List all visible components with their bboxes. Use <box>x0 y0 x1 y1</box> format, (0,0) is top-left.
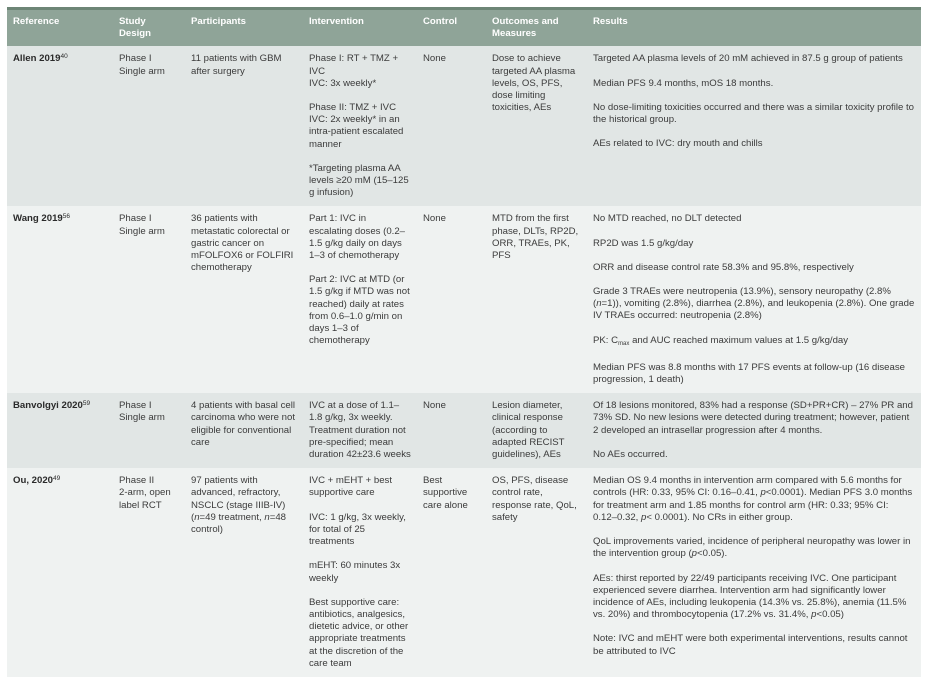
cell-reference <box>7 393 113 468</box>
header-study-design: Study Design <box>119 16 151 40</box>
results-paragraph: Median PFS was 8.8 months with 17 PFS events at follow-up (16 disease progression, 1 death) <box>593 361 905 386</box>
results-paragraph: Median PFS 9.4 months, mOS 18 months. <box>593 77 774 89</box>
intervention-paragraph: mEHT: 60 minutes 3x weekly <box>309 560 401 584</box>
study-design-line: Single arm <box>119 65 165 77</box>
cell-outcomes: Dose to achieve targeted AA plasma levels, OS, PFS, dose limiting toxicities, AEs <box>492 53 576 114</box>
cell-study-design <box>113 468 185 677</box>
cell-intervention <box>303 206 417 393</box>
intervention-paragraph: IVC + mEHT + best supportive care <box>309 475 392 499</box>
reference-text: Ou, 2020 <box>13 475 53 487</box>
intervention-paragraph: Best supportive care: antibiotics, analgesics, dietetic advice, or other appropriate treatments at the discretion of the care team <box>309 596 409 669</box>
study-table <box>7 7 921 677</box>
table-row <box>7 46 921 206</box>
results-paragraph: AEs related to IVC: dry mouth and chills <box>593 138 763 150</box>
reference-citation: 40 <box>60 53 68 61</box>
intervention-paragraph: IVC: 1 g/kg, 3x weekly, for total of 25 treatments <box>309 511 406 548</box>
study-design-line: Single arm <box>119 412 165 424</box>
results-paragraph: PK: $C_{max}$ and AUC reached maximum values at 1.5 g/kg/day <box>593 334 849 347</box>
header-intervention: Intervention <box>309 16 364 27</box>
cell-intervention <box>303 468 417 677</box>
intervention-paragraph: Phase I: RT + TMZ + IVC IVC: 3x weekly* <box>309 53 399 89</box>
cell-reference <box>7 468 113 677</box>
results-paragraph: Median OS 9.4 months in intervention arm compared with 5.6 months for controls (HR: 0.33, 95% CI: 0.16–0.41, p<0.0001). Median PFS 3.0 months for treatment arm and 1.85 months for control arm (HR: 0.33; 95% CI: 0.12–0.32, p< 0.0001). No CRs in either group. <box>593 475 913 523</box>
subscript-max: max <box>618 340 630 347</box>
cell-control: None <box>423 53 446 65</box>
intervention-paragraph: Part 2: IVC at MTD (or 1.5 g/kg if MTD was not reached) daily at rates from 0.6–1.0 g/min on days 1–3 of chemotherapy <box>309 274 410 347</box>
study-design-line: Phase I <box>119 400 152 412</box>
header-participants: Participants <box>191 16 246 27</box>
results-paragraph: No MTD reached, no DLT detected <box>593 213 742 225</box>
cell-outcomes: Lesion diameter, clinical response (according to adapted RECIST guidelines), AEs <box>492 400 565 461</box>
table-row <box>7 393 921 468</box>
cell-participants: 97 patients with advanced, refractory, NSCLC (stage IIIB-IV) (n=49 treatment, n=48 control) <box>191 475 286 536</box>
intervention-paragraph: IVC at a dose of 1.1–1.8 g/kg, 3x weekly. Treatment duration not pre-specified; mean duration 42±23.6 weeks <box>309 400 411 461</box>
cell-control: None <box>423 213 446 225</box>
results-paragraph: Of 18 lesions monitored, 83% had a response (SD+PR+CR) – 27% PR and 73% SD. No new lesions were detected during treatment; however, patient 2 developed an intrasellar progression after 4 months. <box>593 400 913 436</box>
reference-text: Allen 2019 <box>13 53 61 65</box>
reference-citation: 56 <box>62 213 70 221</box>
study-design-line: Phase II <box>119 475 155 487</box>
cell-study-design <box>113 206 185 393</box>
table-row <box>7 206 921 393</box>
cell-study-design <box>113 393 185 468</box>
results-paragraph: No dose-limiting toxicities occurred and there was a similar toxicity profile to the historical group. <box>593 101 914 126</box>
cell-control: Best supportive care alone <box>423 475 468 511</box>
cell-outcomes: OS, PFS, disease control rate, response rate, QoL, safety <box>492 475 577 523</box>
study-design-line: Single arm <box>119 225 165 237</box>
cell-outcomes: MTD from the first phase, DLTs, RP2D, ORR, TRAEs, PK, PFS <box>492 213 579 262</box>
intervention-paragraph: Part 1: IVC in escalating doses (0.2–1.5 g/kg daily on days 1–3 of chemotherapy <box>309 213 405 262</box>
header-control: Control <box>423 16 458 27</box>
results-paragraph: No AEs occurred. <box>593 448 668 460</box>
cell-control: None <box>423 400 446 412</box>
reference-text: Banvolgyi 2020 <box>13 400 83 412</box>
table-header-row <box>7 9 921 47</box>
cell-results <box>587 393 921 468</box>
cell-reference <box>7 206 113 393</box>
study-design-line: Phase I <box>119 53 152 65</box>
cell-study-design <box>113 46 185 206</box>
header-outcomes: Outcomes and Measures <box>492 16 559 40</box>
cell-participants: 11 patients with GBM after surgery <box>191 53 282 77</box>
table-row <box>7 468 921 677</box>
cell-reference <box>7 46 113 206</box>
intervention-paragraph: Phase II: TMZ + IVC IVC: 2x weekly* in an intra-patient escalated manner <box>309 102 404 150</box>
cell-results <box>587 468 921 677</box>
header-reference: Reference <box>13 16 60 27</box>
results-paragraph: ORR and disease control rate 58.3% and 95.8%, respectively <box>593 261 854 273</box>
reference-citation: 49 <box>53 475 61 483</box>
results-paragraph: RP2D was 1.5 g/kg/day <box>593 237 694 249</box>
cell-intervention <box>303 393 417 468</box>
cell-participants: 4 patients with basal cell carcinoma who were not eligible for conventional care <box>191 400 295 448</box>
results-paragraph: Note: IVC and mEHT were both experimental interventions, results cannot be attributed to IVC <box>593 633 908 657</box>
cell-results <box>587 206 921 393</box>
reference-text: Wang 2019 <box>13 213 63 225</box>
cell-intervention <box>303 46 417 206</box>
results-paragraph: AEs: thirst reported by 22/49 participants receiving IVC. One participant experienced severe diarrhea. Intervention arm had significantly lower incidence of AEs, including leukopenia (14.3% vs. 25.8%), anemia (11.5% vs. 20%) and thrombocytopenia (17.2% vs. 31.4%, p<0.05) <box>593 572 907 621</box>
results-paragraph: Targeted AA plasma levels of 20 mM achieved in 87.5 g group of patients <box>593 53 903 65</box>
results-paragraph: QoL improvements varied, incidence of peripheral neuropathy was lower in the intervention group (p<0.05). <box>593 536 911 560</box>
intervention-paragraph: *Targeting plasma AA levels ≥20 mM (15–125 g infusion) <box>309 162 409 199</box>
results-paragraph: Grade 3 TRAEs were neutropenia (13.9%), sensory neuropathy (2.8% (n=1)), vomiting (2.8%), diarrhea (2.8%), and leukopenia (2.8%). One grade IV TRAEs occurred: neutropenia (2.8%) <box>593 286 915 322</box>
header-results: Results <box>593 16 628 27</box>
study-design-line: Phase I <box>119 213 152 225</box>
reference-citation: 59 <box>82 400 91 408</box>
cell-results <box>587 46 921 206</box>
cell-participants: 36 patients with metastatic colorectal or gastric cancer on mFOLFOX6 or FOLFIRI chemotherapy <box>191 213 294 274</box>
study-design-line: 2-arm, open label RCT <box>119 487 171 511</box>
